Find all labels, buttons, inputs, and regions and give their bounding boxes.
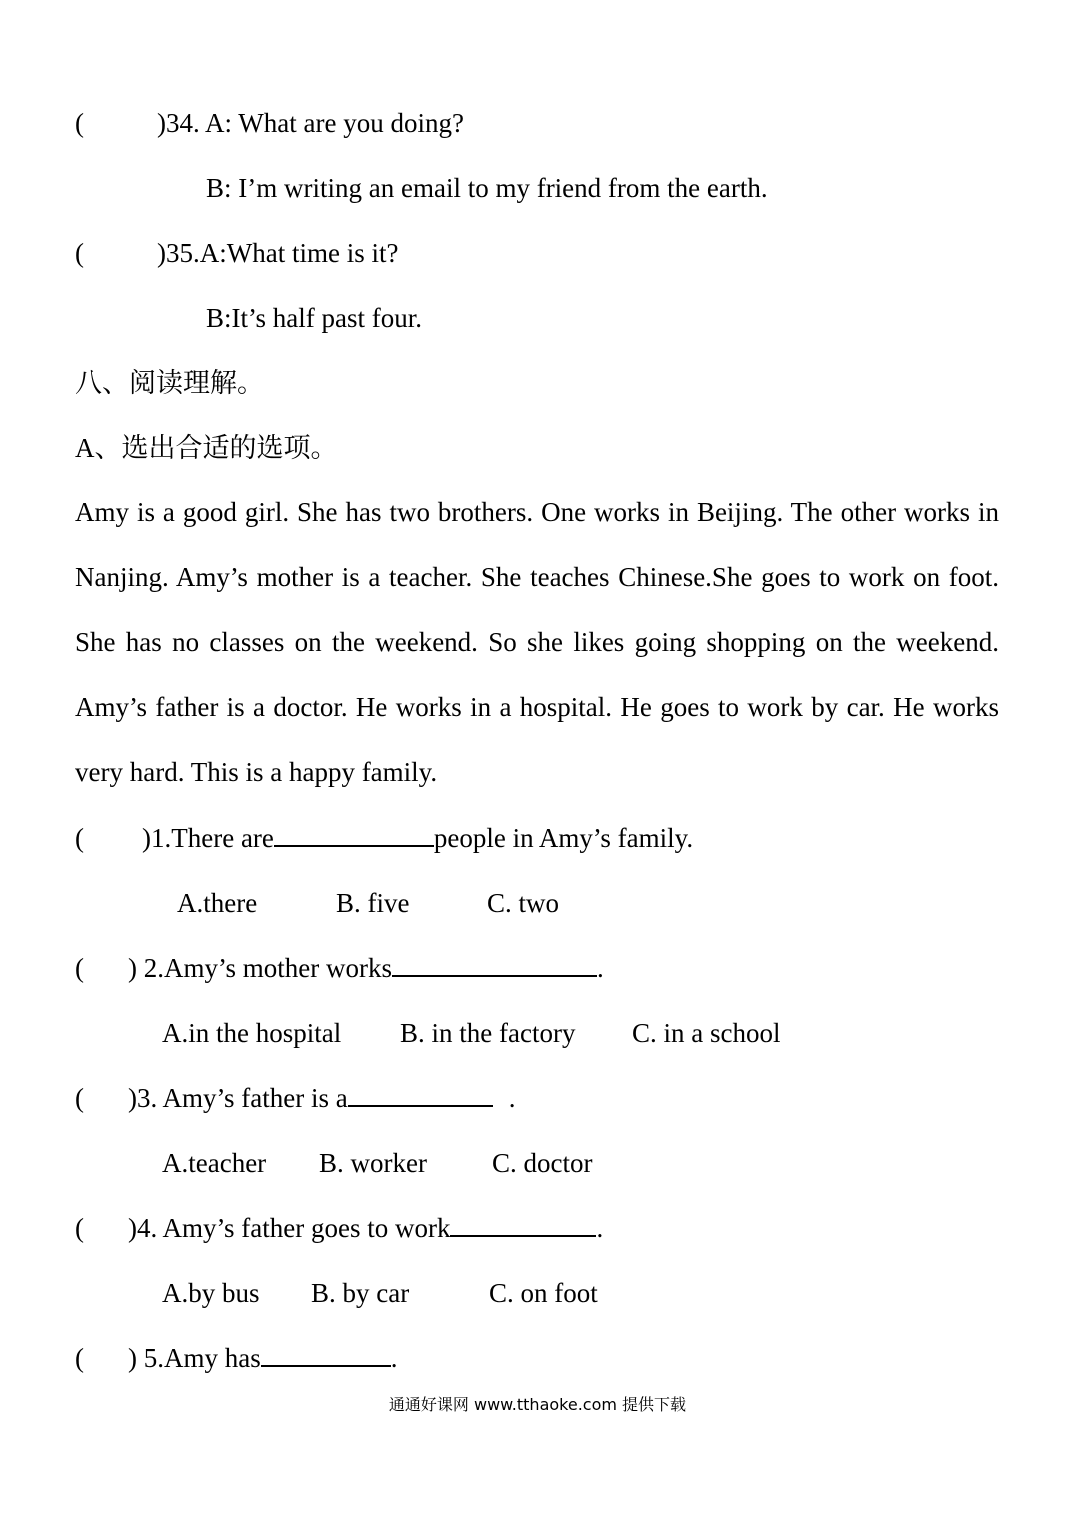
q5-stem <box>128 1342 397 1374</box>
q2-stem <box>128 952 604 984</box>
q5-stem-before: ) 5.Amy has <box>128 1343 261 1373</box>
q3-option-b: B. worker <box>319 1148 427 1178</box>
reading-passage: Amy is a good girl. She has two brothers. One works in Beijing. The other works in Nanjing. Amy’s mother is a teacher. She teaches Chinese.She goes to work on foot. She has no classes on the weekend. So she likes going shopping on the weekend. Amy’s father is a doctor. He works in a hospital. He goes to work by car. He works very hard. This is a happy family. <box>75 497 999 787</box>
question-34-paren: ( <box>75 108 84 138</box>
question-35-prompt: )35.A:What time is it? <box>157 238 399 268</box>
q2-option-c: C. in a school <box>632 1018 781 1048</box>
q2-stem-before: ) 2.Amy’s mother works <box>128 953 392 983</box>
q4-option-c: C. on foot <box>489 1278 598 1308</box>
q3-option-a: A.teacher <box>162 1148 267 1178</box>
q1-stem <box>142 822 693 854</box>
question-34-prompt: )34. A: What are you doing? <box>157 108 464 138</box>
q5-answer-blank[interactable] <box>261 1343 391 1367</box>
section-title: 八、阅读理解。 <box>75 368 264 398</box>
q5-paren: ( <box>75 1343 84 1373</box>
q3-answer-blank[interactable] <box>348 1083 493 1107</box>
q1-option-a: A.there <box>177 888 258 918</box>
question-35-response: B:It’s half past four. <box>206 303 422 333</box>
q2-option-a: A.in the hospital <box>162 1018 342 1048</box>
q3-stem-after: . <box>508 1083 516 1113</box>
q4-stem <box>128 1212 603 1244</box>
q4-paren: ( <box>75 1213 84 1243</box>
q2-answer-blank[interactable] <box>392 953 597 977</box>
q4-stem-after: . <box>596 1213 604 1243</box>
q1-option-c: C. two <box>487 888 560 918</box>
q3-stem <box>128 1082 515 1114</box>
q1-option-b: B. five <box>336 888 410 918</box>
download-footer: 通通好课网 www.tthaoke.com 提供下载 <box>388 1395 687 1414</box>
q3-option-c: C. doctor <box>492 1148 593 1178</box>
q4-option-a: A.by bus <box>162 1278 260 1308</box>
question-35-paren: ( <box>75 238 84 268</box>
section-part-a-title: A、选出合适的选项。 <box>75 433 338 463</box>
q4-stem-before: )4. Amy’s father goes to work <box>128 1213 451 1243</box>
q3-paren: ( <box>75 1083 84 1113</box>
q4-answer-blank[interactable] <box>450 1213 596 1237</box>
q3-stem-before: )3. Amy’s father is a <box>128 1083 348 1113</box>
q2-stem-after: . <box>596 953 604 983</box>
question-34-response: B: I’m writing an email to my friend from the earth. <box>206 173 768 203</box>
q5-stem-after: . <box>390 1343 398 1373</box>
q1-paren: ( <box>75 823 84 853</box>
q1-stem-before: )1.There are <box>142 823 274 853</box>
q1-answer-blank[interactable] <box>274 823 434 847</box>
q2-paren: ( <box>75 953 84 983</box>
q2-option-b: B. in the factory <box>400 1018 576 1048</box>
q1-stem-after: people in Amy’s family. <box>433 823 694 853</box>
q4-option-b: B. by car <box>311 1278 410 1308</box>
